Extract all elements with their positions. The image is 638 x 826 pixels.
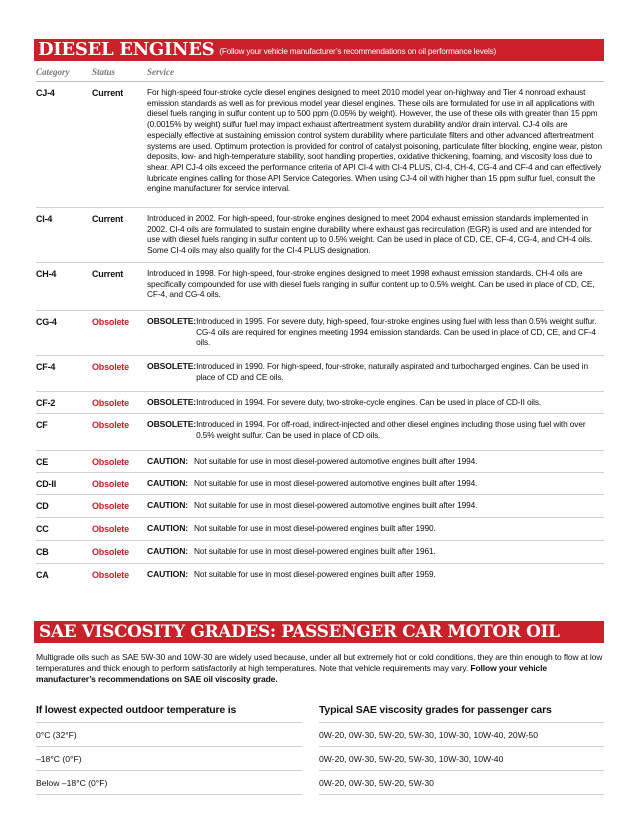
row-status: Obsolete bbox=[92, 362, 129, 372]
obsolete-label: OBSOLETE: bbox=[147, 361, 197, 371]
row-service bbox=[147, 397, 604, 408]
temperature-cell: Below –18°C (0°F) bbox=[36, 771, 302, 795]
caution-label: CAUTION: bbox=[147, 546, 189, 556]
row-category: CF-4 bbox=[36, 362, 56, 372]
temperature-cell: –18°C (0°F) bbox=[36, 747, 302, 771]
row-status: Obsolete bbox=[92, 524, 129, 534]
sae-intro-text: Multigrade oils such as SAE 5W-30 and 10W-30 are widely used because, under all but extremely hot or cold conditions, they are thin enough to flow at low temperatures and thick enough to perform satisfactorily at high temperatures. Note that vehicle requirements may vary. bbox=[36, 652, 603, 673]
sae-intro-paragraph bbox=[36, 652, 604, 685]
obsolete-label: OBSOLETE: bbox=[147, 419, 197, 429]
caution-label: CAUTION: bbox=[147, 456, 189, 466]
row-service-text: Not suitable for use in most diesel-powered automotive engines built after 1994. bbox=[194, 456, 478, 466]
row-service-text: Introduced in 2002. For high-speed, four-stroke engines designed to meet 2004 exhaust emission standards implemented in 2002. CI-4 oils are formulated to sustain engine durability where exhaust gas recirculation (EGR) is used and are intended for use with diesel fuels ranging in sulfur content up to 0.5% weight. Can be used in place of CD, CE, CF-4, CG-4, and CH-4 oils. Some CI-4 oils may also qualify for the CI-4 PLUS designation. bbox=[147, 213, 593, 256]
row-service-text: Introduced in 1995. For severe duty, high-speed, four-stroke engines using fuel with less than 0.5% weight sulfur. CG-4 oils are required for engines meeting 1994 emission standards. Can be used in place of CD, CE, and CF-4 oils. bbox=[196, 316, 597, 348]
row-service bbox=[147, 361, 604, 382]
table-row bbox=[36, 473, 604, 495]
viscosity-column-header: Typical SAE viscosity grades for passenger cars bbox=[319, 704, 604, 723]
row-status: Obsolete bbox=[92, 501, 129, 511]
row-service-text: Not suitable for use in most diesel-powered engines built after 1959. bbox=[194, 569, 436, 579]
row-status: Current bbox=[92, 88, 124, 98]
row-category: CD-II bbox=[36, 479, 56, 489]
temperature-cell: 0°C (32°F) bbox=[36, 723, 302, 747]
obsolete-label: OBSOLETE: bbox=[147, 316, 197, 326]
service-header: Service bbox=[147, 67, 174, 77]
sae-viscosity-title: SAE VISCOSITY GRADES: PASSENGER CAR MOTOR OIL bbox=[39, 622, 560, 642]
row-service bbox=[147, 569, 604, 580]
diesel-column-headers bbox=[36, 67, 604, 80]
row-service bbox=[147, 456, 604, 467]
row-service-text: Not suitable for use in most diesel-powered automotive engines built after 1994. bbox=[194, 478, 478, 488]
row-category: CB bbox=[36, 547, 49, 557]
caution-label: CAUTION: bbox=[147, 569, 189, 579]
table-row bbox=[36, 392, 604, 414]
row-status: Obsolete bbox=[92, 317, 129, 327]
table-row bbox=[36, 541, 604, 564]
row-category: CE bbox=[36, 457, 49, 467]
row-category: CF-2 bbox=[36, 398, 56, 408]
row-service-text: Not suitable for use in most diesel-powered automotive engines built after 1994. bbox=[194, 500, 478, 510]
table-row bbox=[36, 451, 604, 473]
sae-viscosity-banner bbox=[34, 621, 604, 643]
category-header: Category bbox=[36, 67, 70, 77]
row-status: Obsolete bbox=[92, 420, 129, 430]
status-header: Status bbox=[92, 67, 116, 77]
caution-label: CAUTION: bbox=[147, 500, 189, 510]
row-category: CC bbox=[36, 524, 49, 534]
diesel-engines-note: (Follow your vehicle manufacturer’s recommendations on oil performance levels) bbox=[219, 47, 497, 56]
table-row bbox=[36, 82, 604, 208]
row-status: Obsolete bbox=[92, 570, 129, 580]
row-service bbox=[147, 316, 604, 348]
obsolete-label: OBSOLETE: bbox=[147, 397, 197, 407]
row-category: CD bbox=[36, 501, 49, 511]
row-service bbox=[147, 546, 604, 557]
row-service-text: Introduced in 1990. For high-speed, four-stroke, naturally aspirated and turbocharged engines. Can be used in place of CD and CE oils. bbox=[196, 361, 588, 382]
row-service-text: For high-speed four-stroke cycle diesel engines designed to meet 2010 model year on-highway and Tier 4 nonroad exhaust emission standards as well as for previous model year diesel engines. These oils are formulated for use in all applications with diesel fuels ranging in sulfur content up to 500 ppm (0.05% by weight). However, the use of these oils with greater than 15 ppm (0.0015% by weight) sulfur fuel may impact exhaust aftertreatment system durability and/or drain interval. CJ-4 oils are especially effective at sustaining emission control system durability where particulate filters and other advanced aftertreatment systems are used. Optimum protection is provided for control of catalyst poisoning, particulate filter blocking, engine wear, piston deposits, low- and high-temperature stability, soot handling properties, oxidative thickening, foaming, and viscosity loss due to shear. API CJ-4 oils exceed the performance criteria of API CI-4 with CI-4 PLUS, CI-4, CH-4, CG-4 and CF-4 and can effectively lubricate engines calling for those API Service Categories. When using CJ-4 oil with higher than 15 ppm sulfur fuel, consult the engine manufacturer for service interval. bbox=[147, 87, 603, 194]
sae-intro-emphasis: Follow your vehicle manufacturer’s recommendations on SAE oil viscosity grade. bbox=[36, 663, 547, 684]
row-service-text: Not suitable for use in most diesel-powered engines built after 1961. bbox=[194, 546, 436, 556]
table-row bbox=[36, 564, 604, 587]
viscosity-grades-cell: 0W-20, 0W-30, 5W-20, 5W-30, 10W-30, 10W-40, 20W-50 bbox=[319, 723, 604, 747]
caution-label: CAUTION: bbox=[147, 478, 189, 488]
row-service bbox=[147, 478, 604, 489]
row-service-text: Introduced in 1994. For severe duty, two-stroke-cycle engines. Can be used in place of CD-II oils. bbox=[196, 397, 542, 407]
row-service bbox=[147, 523, 604, 534]
table-row bbox=[36, 208, 604, 263]
table-row bbox=[36, 263, 604, 311]
viscosity-grades-cell: 0W-20, 0W-30, 5W-20, 5W-30 bbox=[319, 771, 604, 795]
row-category: CJ-4 bbox=[36, 88, 55, 98]
caution-label: CAUTION: bbox=[147, 523, 189, 533]
diesel-engines-title: DIESEL ENGINES bbox=[38, 39, 215, 60]
row-status: Current bbox=[92, 214, 124, 224]
table-row bbox=[36, 356, 604, 392]
row-category: CG-4 bbox=[36, 317, 57, 327]
temperature-column-header: If lowest expected outdoor temperature is bbox=[36, 704, 302, 723]
row-service-text: Introduced in 1998. For high-speed, four-stroke engines designed to meet 1998 exhaust emission standards. CH-4 oils are specifically compounded for use with diesel fuels ranging in sulfur content up to 0.5% weight. Can be used in place of CD, CE, CF-4, and CG-4 oils. bbox=[147, 268, 595, 300]
row-category: CA bbox=[36, 570, 49, 580]
viscosity-grades-cell: 0W-20, 0W-30, 5W-20, 5W-30, 10W-30, 10W-40 bbox=[319, 747, 604, 771]
table-row bbox=[36, 414, 604, 451]
row-service bbox=[147, 500, 604, 511]
diesel-engines-banner bbox=[34, 39, 604, 61]
row-category: CH-4 bbox=[36, 269, 57, 279]
row-category: CI-4 bbox=[36, 214, 53, 224]
row-status: Obsolete bbox=[92, 547, 129, 557]
row-service-text: Introduced in 1994. For off-road, indirect-injected and other diesel engines including those using fuel with over 0.5% weight sulfur. Can be used in place of CD oils. bbox=[196, 419, 586, 440]
row-status: Obsolete bbox=[92, 479, 129, 489]
table-row bbox=[36, 518, 604, 541]
table-row bbox=[36, 495, 604, 518]
table-row bbox=[36, 311, 604, 356]
row-status: Obsolete bbox=[92, 457, 129, 467]
row-category: CF bbox=[36, 420, 48, 430]
row-service bbox=[147, 419, 604, 440]
row-status: Obsolete bbox=[92, 398, 129, 408]
row-service-text: Not suitable for use in most diesel-powered engines built after 1990. bbox=[194, 523, 436, 533]
row-status: Current bbox=[92, 269, 124, 279]
